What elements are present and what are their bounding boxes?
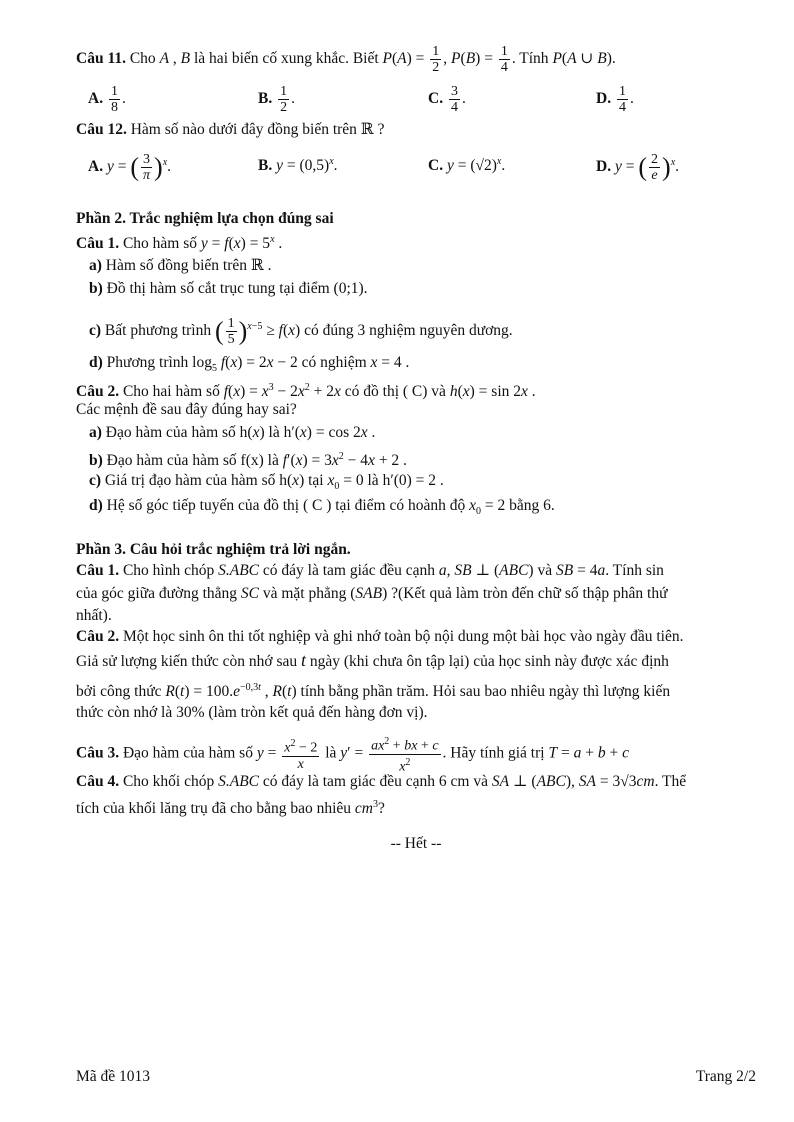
p3-q2-l3: bởi công thức $R(t) = 100.e^{-0,3t}$ , R(t) tính bằng phần trăm. Hỏi sau bao nhiêu ngày thì lượng kiến bbox=[76, 682, 671, 701]
page-number: Trang 2/2 bbox=[695, 1068, 756, 1085]
p3-q2-l4: thức còn nhớ là 30% (làm tròn kết quả đến hàng đơn vị). bbox=[76, 704, 428, 721]
p2-q1-c: c) Bất phương trình ( $\frac{1}{5}$ )$^{x-5}$ ≥ f(x) có đúng 3 nghiệm nguyên dương. bbox=[89, 316, 513, 347]
p3-q1-l3: nhất). bbox=[76, 607, 112, 624]
p2-q2-sub: Các mệnh đề sau đây đúng hay sai? bbox=[76, 401, 297, 418]
end-marker: -- Hết -- bbox=[390, 835, 442, 852]
p3-q4-l1: Câu 4. Cho khối chóp S.ABC có đáy là tam giác đều cạnh 6 cm và SA ⊥ (ABC), SA = 3√3cm. Thể bbox=[76, 773, 687, 790]
p2-q2-b: b) Đạo hàm của hàm số f(x) là $f'(x) = 3x^2 - 4x + 2$ . bbox=[89, 451, 407, 470]
part3-heading: Phần 3. Câu hỏi trắc nghiệm trả lời ngắn. bbox=[76, 541, 351, 558]
part2-heading: Phần 2. Trắc nghiệm lựa chọn đúng sai bbox=[76, 210, 334, 227]
p2-q2-d: d) Hệ số góc tiếp tuyến của đồ thị ( C ) tại điểm có hoành độ $x_0 = 2$ bằng 6. bbox=[89, 497, 555, 518]
p3-q1-l1: Câu 1. Cho hình chóp S.ABC có đáy là tam giác đều cạnh a, SB ⊥ (ABC) và SB = 4a. Tính sin bbox=[76, 562, 664, 579]
p3-q2-l2: Giả sử lượng kiến thức còn nhớ sau t ngày (khi chưa ôn tập lại) của học sinh này được xác định bbox=[76, 650, 669, 670]
p2-q2-a: a) Đạo hàm của hàm số h(x) là h′(x) = cos 2x . bbox=[89, 424, 376, 441]
q12-options: A. y = ( $\frac{3}{\pi}$ )$^x$. B. $y = (0,5)^x$. C. $y = (√2)^x$. D. y = ( $\frac{2}{e}$ )$^x$. bbox=[88, 152, 680, 183]
p2-q1-d: d) Phương trình $\log_5 f(x) = 2x - 2$ có nghiệm x = 4 . bbox=[89, 354, 410, 375]
q11-stem: Câu 11. Cho A , B là hai biến cố xung khắc. Biết P(A) = $\frac{1}{2}$ , P(B) = $\frac{1}{4}$ . Tính P(A ∪ B). bbox=[76, 44, 616, 75]
p3-q3: Câu 3. Đạo hàm của hàm số y = $\frac{x^2 - 2}{x}$ là y′ = $\frac{ax^2 + bx + c}{x^2}$ . Hãy tính giá trị T = a + b + c bbox=[76, 736, 629, 775]
p3-q4-l2: tích của khối lăng trụ đã cho bằng bao nhiêu $cm^3$? bbox=[76, 799, 385, 818]
p2-q1-stem: Câu 1. Cho hàm số $y = f(x) = 5^x$ . bbox=[76, 234, 283, 253]
p2-q2-stem: Câu 2. Cho hai hàm số $f(x) = x^3 - 2x^2 + 2x$ có đồ thị ( C) và h(x) = sin 2x . bbox=[76, 382, 536, 401]
p2-q2-c: c) Giá trị đạo hàm của hàm số h(x) tại $x_0 = 0$ là h′(0) = 2 . bbox=[89, 472, 444, 493]
q12-stem: Câu 12. Hàm số nào dưới đây đồng biến trên ℝ ? bbox=[76, 121, 385, 138]
p2-q1-a: a) Hàm số đồng biến trên ℝ . bbox=[89, 257, 272, 274]
exam-code: Mã đề 1013 bbox=[76, 1068, 151, 1085]
p3-q1-l2: của góc giữa đường thẳng SC và mặt phẳng (SAB) ?(Kết quả làm tròn đến chữ số thập phân thứ bbox=[76, 585, 668, 602]
q11-label: Câu 11. bbox=[76, 50, 126, 68]
p2-q1-b: b) Đồ thị hàm số cắt trục tung tại điểm (0;1). bbox=[89, 280, 368, 297]
p3-q2-l1: Câu 2. Một học sinh ôn thi tốt nghiệp và ghi nhớ toàn bộ nội dung một bài học vào ngày đầu tiên. bbox=[76, 628, 684, 645]
